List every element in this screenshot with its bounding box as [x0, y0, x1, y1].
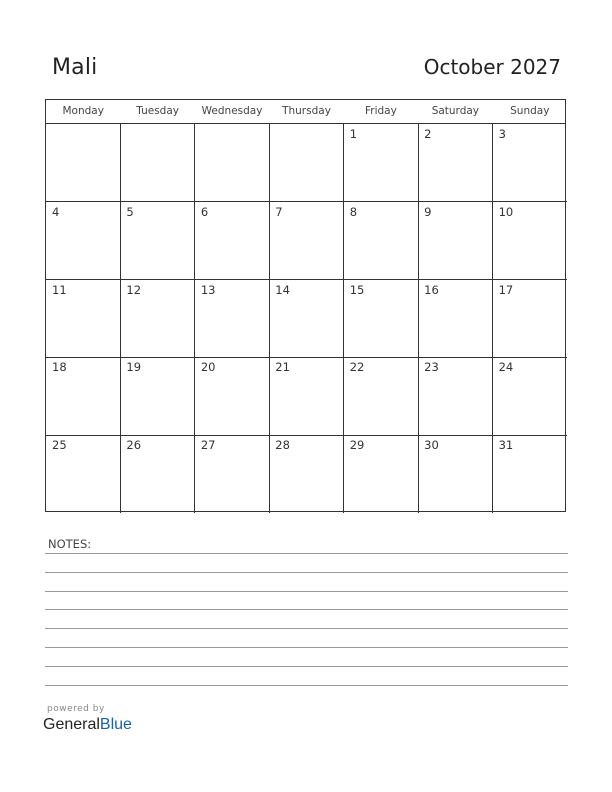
calendar-day-cell — [195, 202, 270, 280]
calendar-day-cell — [269, 202, 344, 280]
calendar-day-cell — [344, 202, 419, 280]
day-number: 25 — [52, 438, 67, 453]
day-number: 15 — [349, 282, 365, 297]
calendar-day-cell — [493, 435, 568, 513]
day-number: 23 — [424, 360, 439, 375]
calendar-day-cell — [269, 357, 344, 435]
day-number: 17 — [498, 282, 514, 297]
calendar-day-cell — [195, 435, 270, 513]
powered-by-text: powered by — [47, 704, 105, 714]
day-number: 26 — [126, 438, 142, 453]
calendar-day-cell — [269, 280, 344, 358]
calendar-day-cell — [418, 435, 493, 513]
country-title: Mali — [52, 55, 98, 80]
calendar-day-cell — [418, 280, 493, 358]
calendar-day-cell — [344, 124, 419, 202]
day-number: 20 — [200, 360, 216, 375]
day-number: 24 — [498, 360, 514, 375]
calendar-day-cell — [493, 124, 568, 202]
day-number: 1 — [349, 127, 358, 141]
calendar-day-cell — [46, 435, 121, 513]
calendar-day-cell — [46, 280, 121, 358]
calendar-day-cell — [195, 280, 270, 358]
day-number: 7 — [275, 204, 283, 219]
day-number: 14 — [275, 282, 290, 297]
day-number: 30 — [424, 438, 439, 453]
calendar-day-cell — [195, 357, 270, 435]
weekday-label-wednesday: Wednesday — [201, 105, 263, 117]
day-number: 16 — [424, 282, 439, 297]
calendar-day-cell — [344, 280, 419, 358]
calendar-day-cell — [344, 357, 419, 435]
notes-line — [45, 628, 568, 629]
brand-name-blue: Blue — [99, 716, 132, 733]
day-number: 5 — [126, 204, 134, 219]
calendar-day-cell — [120, 124, 195, 202]
day-number: 8 — [349, 204, 358, 219]
calendar-day-cell — [418, 202, 493, 280]
brand-logo — [43, 716, 132, 734]
calendar-day-cell — [120, 357, 195, 435]
notes-line — [45, 685, 568, 686]
calendar-day-cell — [46, 357, 121, 435]
calendar-day-cell — [418, 357, 493, 435]
day-number: 18 — [52, 360, 67, 375]
weekday-label-sunday: Sunday — [510, 105, 550, 117]
calendar-day-cell — [493, 202, 568, 280]
calendar-day-cell — [120, 435, 195, 513]
notes-line — [45, 609, 568, 610]
calendar-day-cell — [418, 124, 493, 202]
calendar-day-cell — [120, 202, 195, 280]
notes-line — [45, 591, 568, 592]
day-number: 27 — [200, 438, 216, 453]
day-number: 19 — [126, 360, 142, 375]
day-number: 29 — [349, 438, 365, 453]
day-number: 10 — [498, 204, 514, 219]
brand-name-general: General — [43, 716, 100, 733]
day-number: 12 — [126, 282, 142, 297]
weekday-label-tuesday: Tuesday — [136, 105, 179, 117]
day-number: 6 — [200, 204, 209, 219]
calendar-day-cell — [344, 435, 419, 513]
day-number: 3 — [498, 127, 506, 141]
calendar-day-cell — [46, 124, 121, 202]
day-number: 22 — [349, 360, 365, 375]
weekday-label-thursday: Thursday — [282, 105, 331, 117]
calendar-day-cell — [46, 202, 121, 280]
day-number: 9 — [424, 204, 432, 219]
notes-line — [45, 666, 568, 667]
notes-line — [45, 647, 568, 648]
notes-line — [45, 553, 568, 554]
calendar-day-cell — [269, 435, 344, 513]
day-number: 13 — [200, 282, 216, 297]
calendar-grid — [45, 99, 566, 512]
calendar-day-cell — [120, 280, 195, 358]
day-number: 21 — [275, 360, 290, 375]
day-number: 4 — [52, 204, 60, 219]
notes-line — [45, 572, 568, 573]
calendar-day-cell — [493, 280, 568, 358]
day-number: 11 — [52, 282, 67, 297]
day-number: 31 — [498, 438, 514, 453]
weekday-label-friday: Friday — [365, 105, 397, 117]
weekday-header-row — [46, 100, 565, 124]
calendar-day-cell — [195, 124, 270, 202]
day-number: 28 — [275, 438, 290, 453]
month-year-title: October 2027 — [423, 55, 561, 79]
calendar-day-cell — [269, 124, 344, 202]
day-number: 2 — [424, 127, 432, 141]
calendar-day-cell — [493, 357, 568, 435]
notes-label: NOTES: — [48, 537, 92, 551]
weekday-label-monday: Monday — [62, 105, 104, 117]
weekday-label-saturday: Saturday — [431, 105, 480, 117]
